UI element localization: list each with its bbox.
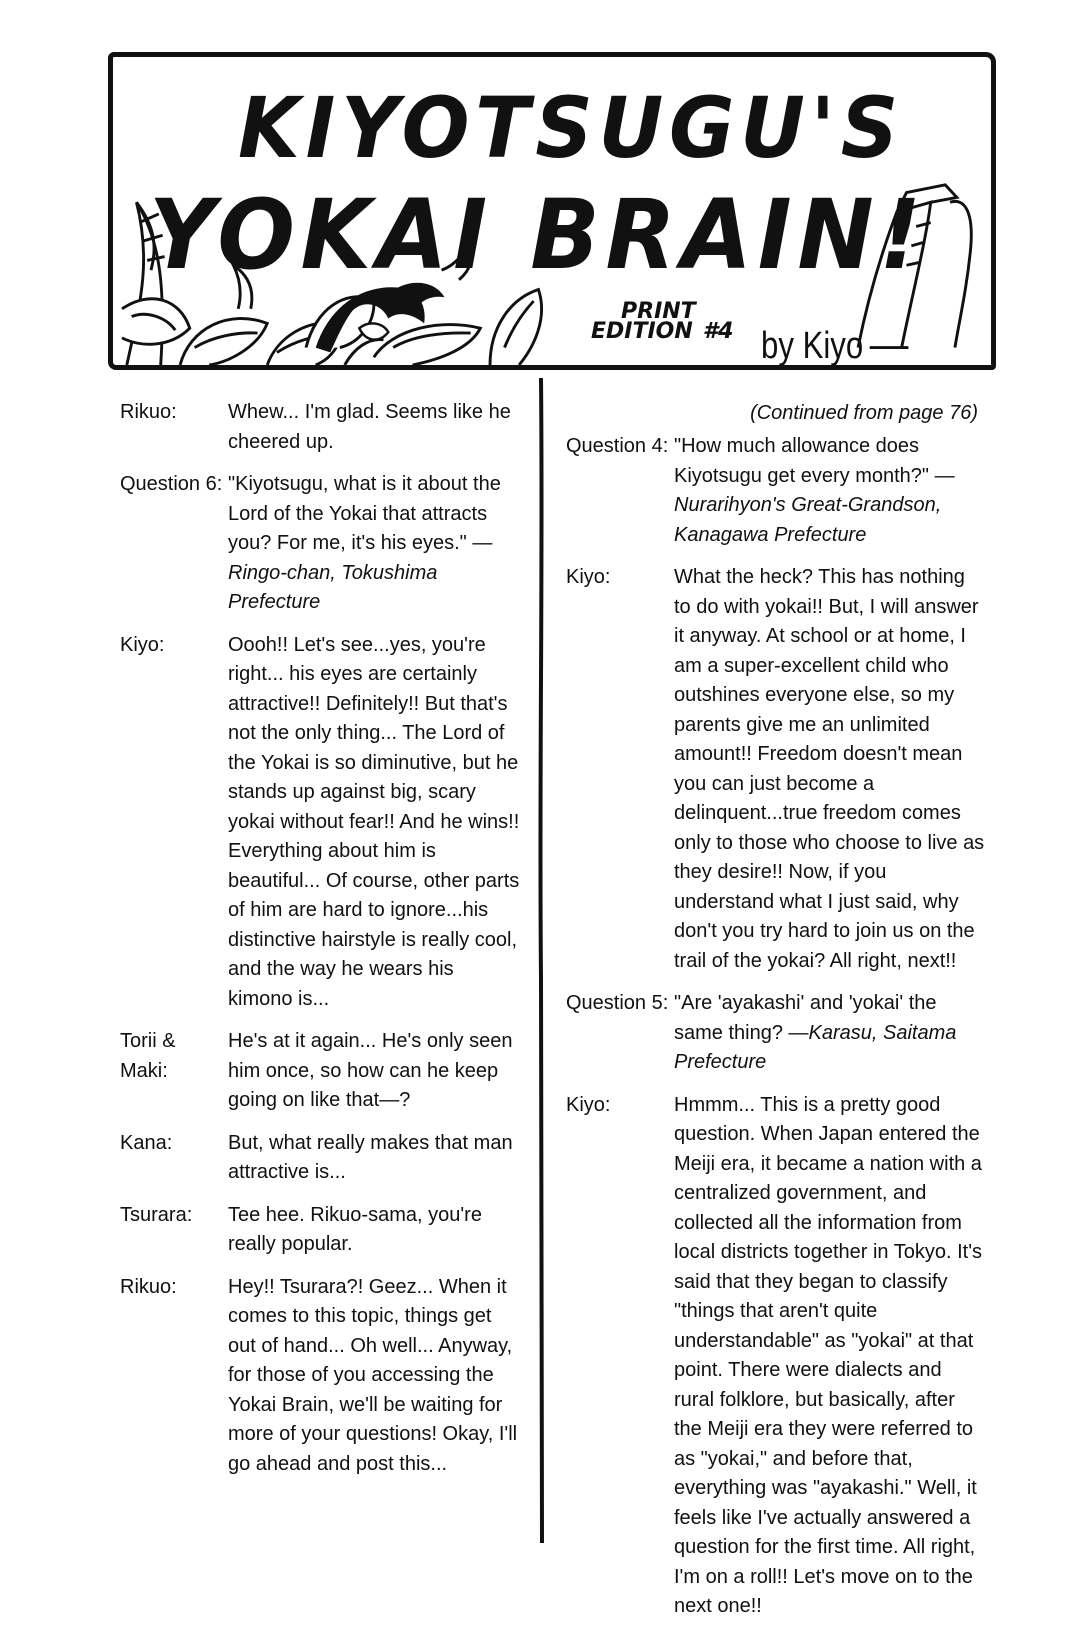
banner-title-line-2: YOKAI BRAIN! (148, 179, 927, 291)
speaker-label: Tsurara: (120, 1203, 193, 1226)
dialogue-text: What the heck? This has nothing to do with yokai!! But, I will answer it anyway. At school or at home, I am a super-excellent child who outshines everyone else, so my parents give me an unlimited amount!! Freedom doesn't mean you can just become a delinquent...true freedom comes only to those who choose to live as they desire!! Now, if you understand what I just said, why don't you try hard to join us on the trail of the yokai? All right, next!! (674, 566, 985, 972)
dialogue-text: Hey!! Tsurara?! Geez... When it comes to this topic, things get out of hand... Oh well... Anyway, for those of you accessing the Yokai Brain, we'll be waiting for more of your questions! Okay, I'll go ahead and post this... (228, 1275, 518, 1475)
question-text: "Are 'ayakashi' and 'yokai' the same thing? — (674, 992, 937, 1044)
speaker-label: Rikuo: (120, 401, 177, 423)
dialogue-entry (566, 563, 986, 976)
edition-number: #4 (702, 319, 734, 344)
speaker-label: Rikuo: (120, 1275, 177, 1298)
dialogue-text: Oooh!! Let's see...yes, you're right... his eyes are certainly attractive!! Definitely!! But that's not the only thing... The Lord of the Yokai is so diminutive, but he stands up against big, scary yokai without fear!! And he wins!! Everything about him is beautiful... Of course, other parts of him are hard to ignore...his distinctive hairstyle is really cool, and the way he wears his kimono is... (228, 633, 520, 1010)
dialogue-entry (120, 1273, 520, 1480)
left-column (120, 398, 520, 1492)
question-text-block (674, 989, 986, 1078)
question-citation: Ringo-chan, Tokushima Prefecture (228, 561, 438, 613)
dialogue-text: But, what really makes that man attractive is... (228, 1131, 513, 1183)
dialogue-text: Hmmm... This is a pretty good question. When Japan entered the Meiji era, it became a nation with a centralized government, and collected all the information from local districts together in Tokyo. It's said that they began to classify "things that aren't quite understandable" as "yokai" at that point. There were dialects and rural folklore, but basically, after the Meiji era they were referred to as "yokai," and before that, everything was "ayakashi." Well, it feels like I've actually answered a question for the first time. All right, I'm on a roll!! Let's move on to the next one!! (674, 1093, 983, 1617)
dialogue-text: He's at it again... He's only seen him once, so how can he keep going on like that—? (228, 1030, 513, 1111)
question-text: "How much allowance does Kiyotsugu get every month?" — (674, 435, 955, 487)
speaker-label: Kiyo: (566, 566, 611, 588)
speaker-label: Question 5: (566, 992, 669, 1014)
byline: by Kiyo (761, 325, 864, 367)
edition-label (591, 299, 734, 344)
question-text-block (228, 470, 520, 618)
question-citation: Karasu, Saitama Prefecture (674, 1021, 957, 1073)
speaker-label: Kiyo: (566, 1093, 611, 1116)
dialogue-entry (120, 1027, 520, 1116)
column-divider (535, 378, 547, 1543)
edition-word: EDITION (591, 319, 693, 344)
continued-note: (Continued from page 76) (750, 402, 978, 424)
speaker-label: Kiyo: (120, 633, 165, 656)
question-citation: Nurarihyon's Great-Grandson, Kanagawa Prefecture (674, 494, 942, 546)
speaker-label: Question 6: (120, 473, 223, 495)
banner-title-line-1: KIYOTSUGU'S (238, 79, 904, 177)
dialogue-entry (566, 1091, 986, 1622)
speaker-label: Question 4: (566, 435, 669, 457)
dialogue-entry (120, 1201, 520, 1260)
dialogue-entry (120, 1129, 520, 1188)
dialogue-text: Tee hee. Rikuo-sama, you're really popular. (228, 1203, 482, 1255)
right-column (566, 398, 986, 1635)
question-text: "Kiyotsugu, what is it about the Lord of the Yokai that attracts you? For me, it's his eyes." — (228, 473, 501, 554)
question-entry (566, 989, 986, 1078)
speaker-label: Kana: (120, 1131, 173, 1154)
dialogue-entry (120, 631, 520, 1015)
question-text-block (674, 432, 986, 550)
dialogue-entry (120, 398, 520, 457)
question-entry (120, 470, 520, 618)
question-entry (566, 432, 986, 550)
edition-print-word: PRINT (621, 299, 696, 324)
title-banner (108, 52, 996, 370)
speaker-label: Torii & Maki: (120, 1030, 176, 1082)
dialogue-text: Whew... I'm glad. Seems like he cheered up. (228, 401, 511, 453)
